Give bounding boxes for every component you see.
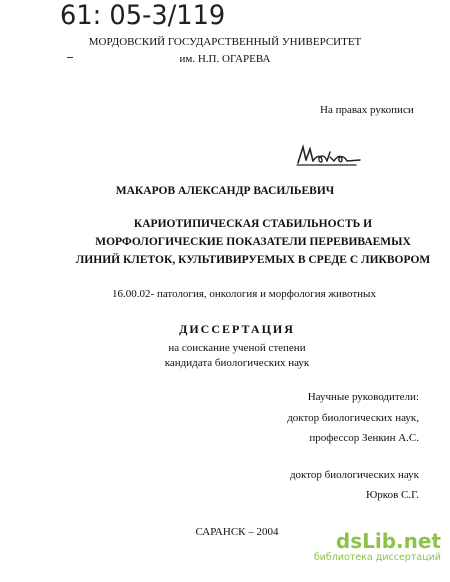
- watermark-tagline: библиотека диссертаций: [313, 552, 441, 563]
- supervisor-2-degree: доктор биологических наук: [289, 469, 419, 481]
- specialty-code: 16.00.02- патология, онкология и морфология животных: [112, 288, 376, 300]
- author-name: МАКАРОВ АЛЕКСАНДР ВАСИЛЬЕВИЧ: [115, 185, 335, 197]
- rights-note: На правах рукописи: [320, 104, 414, 116]
- dissertation-title-line-3: ЛИНИЙ КЛЕТОК, КУЛЬТИВИРУЕМЫХ В СРЕДЕ С ЛИКВОРОМ: [75, 254, 431, 266]
- degree-line-1: на соискание ученой степени: [168, 342, 306, 354]
- degree-line-2: кандидата биологических наук: [164, 357, 310, 369]
- watermark-brand: dsLib.net: [335, 529, 441, 553]
- author-signature: [294, 136, 364, 170]
- university-name: МОРДОВСКИЙ ГОСУДАРСТВЕННЫЙ УНИВЕРСИТЕТ: [88, 36, 362, 48]
- supervisors-heading: Научные руководители:: [307, 391, 419, 403]
- supervisor-1-name: профессор Зенкин А.С.: [309, 432, 419, 444]
- document-type: ДИССЕРТАЦИЯ: [179, 322, 295, 336]
- catalog-number-handwritten: 61: 05-3/119: [60, 0, 226, 31]
- margin-mark: [67, 57, 73, 58]
- dissertation-title-line-1: КАРИОТИПИЧЕСКАЯ СТАБИЛЬНОСТЬ И: [133, 218, 373, 230]
- university-named-after: им. Н.П. ОГАРЕВА: [179, 53, 271, 65]
- supervisor-2-name: Юрков С.Г.: [366, 489, 419, 501]
- dissertation-title-line-2: МОРФОЛОГИЧЕСКИЕ ПОКАЗАТЕЛИ ПЕРЕВИВАЕМЫХ: [95, 236, 411, 248]
- dslib-watermark: [314, 531, 441, 563]
- supervisor-1-degree: доктор биологических наук,: [287, 412, 419, 424]
- city-year: САРАНСК – 2004: [195, 526, 279, 538]
